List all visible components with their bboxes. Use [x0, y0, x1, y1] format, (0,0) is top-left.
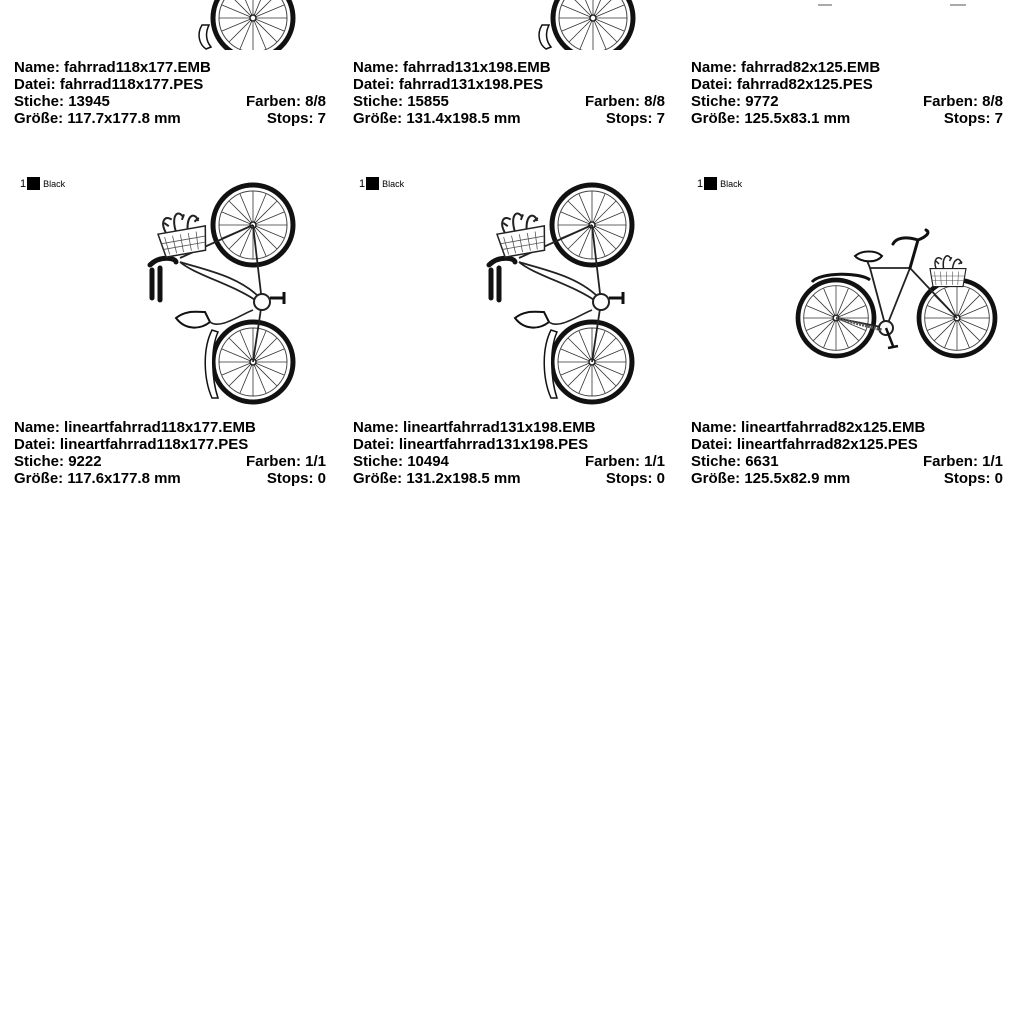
design-size: 131.4x198.5 mm	[406, 110, 521, 127]
stitch-count: 6631	[745, 453, 779, 470]
design-name: lineartfahrrad131x198.EMB	[403, 419, 596, 436]
stop-count: 7	[656, 110, 665, 127]
color-count: 8/8	[982, 93, 1003, 110]
design-file: lineartfahrrad118x177.PES	[59, 436, 249, 453]
stop-count: 7	[994, 110, 1003, 127]
design-name: fahrrad118x177.EMB	[64, 59, 211, 76]
design-size: 117.7x177.8 mm	[67, 110, 181, 127]
design-info-3: Name: fahrrad82x125.EMB Datei: fahrrad82x125.PES Stiche: 9772 Farben: 8/8 Größe: 125.5x83.1 mm Stops: 7	[691, 59, 1003, 127]
color-name: Black	[382, 178, 405, 189]
design-file: fahrrad82x125.PES	[736, 76, 873, 93]
stop-count: 0	[656, 470, 665, 487]
design-name: lineartfahrrad82x125.EMB	[741, 419, 926, 436]
design-file: lineartfahrrad82x125.PES	[736, 436, 918, 453]
design-size: 125.5x82.9 mm	[744, 470, 851, 487]
stop-count: 0	[994, 470, 1003, 487]
design-name: fahrrad82x125.EMB	[741, 59, 881, 76]
design-file: fahrrad131x198.PES	[398, 76, 544, 93]
stitch-count: 9772	[745, 93, 779, 110]
stitch-count: 10494	[407, 453, 449, 470]
design-size: 125.5x83.1 mm	[744, 110, 851, 127]
color-count: 8/8	[305, 93, 326, 110]
color-index: 1	[359, 177, 366, 190]
color-name: Black	[720, 178, 743, 189]
stitch-count: 15855	[407, 93, 449, 110]
color-count: 1/1	[982, 453, 1003, 470]
design-info-1: Name: fahrrad118x177.EMB Datei: fahrrad118x177.PES Stiche: 13945 Farben: 8/8 Größe: 117.7x177.8 mm Stops: 7	[14, 59, 326, 127]
color-count: 1/1	[305, 453, 326, 470]
stop-count: 0	[317, 470, 326, 487]
design-size: 131.2x198.5 mm	[406, 470, 521, 487]
color-count: 1/1	[644, 453, 665, 470]
design-size: 117.6x177.8 mm	[67, 470, 181, 487]
stitch-count: 13945	[68, 93, 110, 110]
bicycle-side-icon	[0, 0, 1024, 420]
design-name: lineartfahrrad118x177.EMB	[64, 419, 256, 436]
color-index: 1	[20, 177, 27, 190]
design-file: lineartfahrrad131x198.PES	[398, 436, 589, 453]
stop-count: 7	[317, 110, 326, 127]
design-name: fahrrad131x198.EMB	[403, 59, 551, 76]
design-info-5: Name: lineartfahrrad131x198.EMB Datei: lineartfahrrad131x198.PES Stiche: 10494 Farben: 1/1 Größe: 131.2x198.5 mm Stops: 0	[353, 419, 665, 487]
design-info-4: Name: lineartfahrrad118x177.EMB Datei: lineartfahrrad118x177.PES Stiche: 9222 Farben: 1/1 Größe: 117.6x177.8 mm Stops: 0	[14, 419, 326, 487]
color-name: Black	[43, 178, 66, 189]
color-index: 1	[697, 177, 704, 190]
color-count: 8/8	[644, 93, 665, 110]
design-info-2: Name: fahrrad131x198.EMB Datei: fahrrad131x198.PES Stiche: 15855 Farben: 8/8 Größe: 131.4x198.5 mm Stops: 7	[353, 59, 665, 127]
design-info-6: Name: lineartfahrrad82x125.EMB Datei: lineartfahrrad82x125.PES Stiche: 6631 Farben: 1/1 Größe: 125.5x82.9 mm Stops: 0	[691, 419, 1003, 487]
design-file: fahrrad118x177.PES	[59, 76, 204, 93]
stitch-count: 9222	[68, 453, 102, 470]
